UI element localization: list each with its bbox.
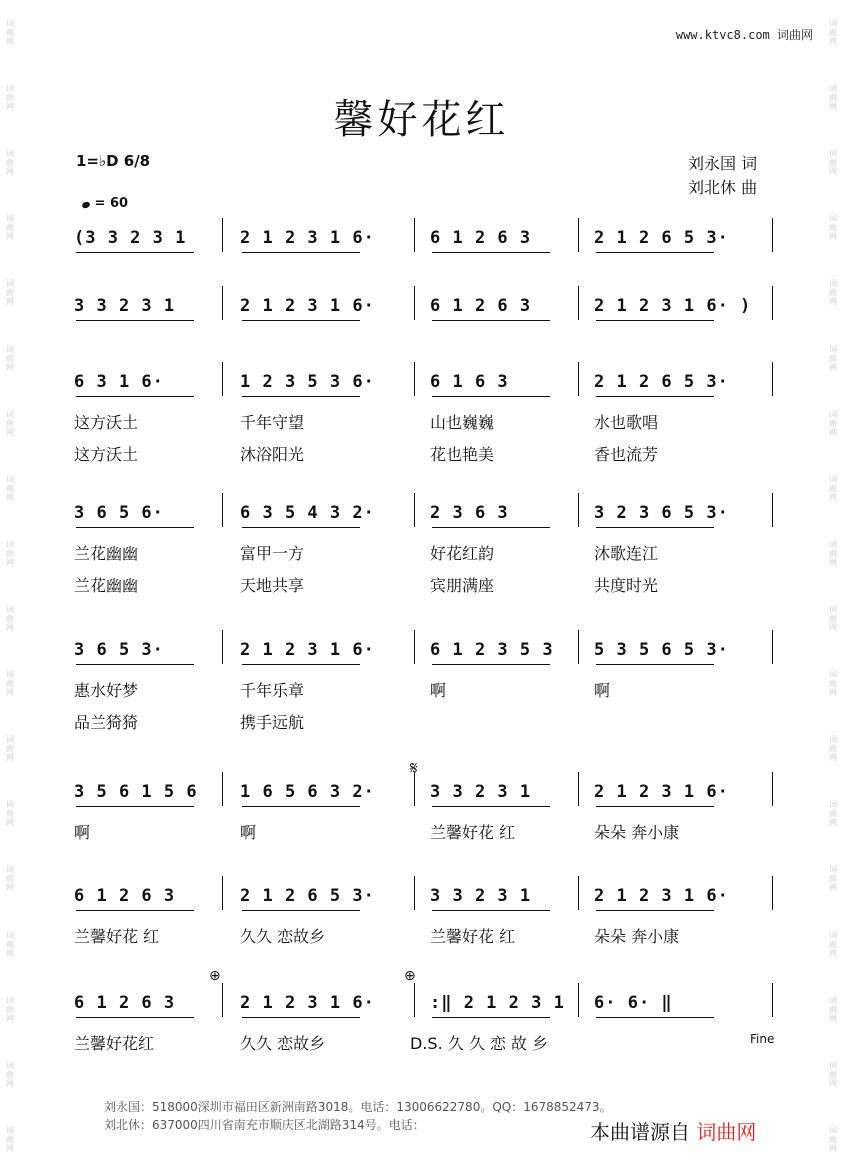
lyric-phrase: 山也巍巍 xyxy=(430,413,495,432)
watermark-char: 曲 xyxy=(829,1004,837,1014)
brand-prefix: 本曲谱源自 xyxy=(590,1120,690,1144)
watermark-char: 网 xyxy=(829,102,837,112)
bar-line xyxy=(414,493,415,527)
watermark-char: 网 xyxy=(6,232,14,242)
watermark-group xyxy=(829,605,837,632)
lyric-phrase: 千年守望 xyxy=(240,413,305,432)
bar-line xyxy=(414,286,415,320)
bar-line xyxy=(222,772,223,806)
beam-line xyxy=(76,320,194,321)
watermark-char: 词 xyxy=(6,279,14,289)
watermark-char: 网 xyxy=(829,37,837,47)
lyric-phrase: 兰花幽幽 xyxy=(74,576,139,595)
watermark-char: 词 xyxy=(829,214,837,224)
watermark-char: 曲 xyxy=(6,1134,14,1144)
measure: 2 1 2 3 1 6· xyxy=(594,782,729,802)
measure: 2 1 2 3 1 6· xyxy=(594,886,729,906)
measure: 2 1 2 6 5 3· xyxy=(240,886,375,906)
measure: 6 1 2 6 3 xyxy=(74,993,176,1013)
measure: 2 3 6 3 xyxy=(430,503,509,523)
beam-line xyxy=(76,252,194,253)
key-signature: 1=♭D 6/8 xyxy=(76,152,151,170)
watermark-char: 曲 xyxy=(6,93,14,103)
watermark-char: 词 xyxy=(829,409,837,419)
measure: 6 1 2 6 3 xyxy=(74,886,176,906)
watermark-group xyxy=(6,475,14,502)
lyric-phrase: 宾朋满座 xyxy=(430,576,495,595)
watermark-char: 词 xyxy=(829,279,837,289)
lyric-phrase: D.S. 久 久 恋 故 乡 xyxy=(410,1034,549,1053)
beam-line xyxy=(242,527,360,528)
beam-line xyxy=(242,806,360,807)
measure: 1 6 5 6 3 2· xyxy=(240,782,375,802)
measure: 2 1 2 3 1 6· xyxy=(240,993,375,1013)
bar-line xyxy=(772,772,773,806)
watermark-char: 曲 xyxy=(829,28,837,38)
segno-marker: 𝄋 xyxy=(410,758,418,779)
beam-line xyxy=(242,252,360,253)
watermark-group xyxy=(6,214,14,241)
lyric-phrase: 久久 恋故乡 xyxy=(240,1034,326,1053)
bar-line xyxy=(578,630,579,664)
lyric-phrase: 这方沃土 xyxy=(74,413,139,432)
watermark-group xyxy=(829,345,837,372)
lyric-phrase: 富甲一方 xyxy=(240,544,305,563)
watermark-char: 词 xyxy=(6,409,14,419)
measure: 6 3 1 6· xyxy=(74,372,164,392)
notes-line xyxy=(74,296,774,322)
watermark-char: 曲 xyxy=(6,353,14,363)
watermark-char: 网 xyxy=(6,167,14,177)
watermark-char: 词 xyxy=(6,539,14,549)
beam-line xyxy=(432,320,550,321)
measure: :‖ 2 1 2 3 1 xyxy=(430,993,565,1013)
measure: 2 1 2 3 1 6· xyxy=(240,296,375,316)
measure: 3 3 2 3 1 xyxy=(74,296,176,316)
watermark-char: 网 xyxy=(829,948,837,958)
beam-line xyxy=(596,1017,714,1018)
watermark-group xyxy=(6,540,14,567)
measure: 3 5 6 1 5 6 xyxy=(74,782,198,802)
watermark-char: 网 xyxy=(829,818,837,828)
lyric-phrase: 兰馨好花红 xyxy=(74,1034,155,1053)
fine-marker: Fine xyxy=(750,1032,775,1046)
beam-line xyxy=(432,527,550,528)
source-brand[interactable] xyxy=(590,1116,756,1145)
watermark-char: 网 xyxy=(6,688,14,698)
bar-line xyxy=(222,630,223,664)
watermark-char: 网 xyxy=(6,297,14,307)
lyric-phrase: 惠水好梦 xyxy=(74,681,139,700)
measure: 6 1 2 6 3 xyxy=(430,228,532,248)
quarter-note-icon xyxy=(81,201,91,209)
lyric-phrase: 水也歌唱 xyxy=(594,413,659,432)
watermark-char: 网 xyxy=(6,818,14,828)
watermark-char: 网 xyxy=(6,102,14,112)
watermark-char: 曲 xyxy=(829,353,837,363)
watermark-char: 词 xyxy=(6,930,14,940)
watermark-char: 网 xyxy=(829,297,837,307)
watermark-char: 网 xyxy=(829,557,837,567)
measure: 6 1 2 3 5 3 xyxy=(430,640,554,660)
watermark-char: 曲 xyxy=(829,744,837,754)
lyric-phrase: 共度时光 xyxy=(594,576,659,595)
watermark-char: 曲 xyxy=(6,1069,14,1079)
watermark-char: 网 xyxy=(829,1078,837,1088)
beam-line xyxy=(76,664,194,665)
beam-line xyxy=(242,396,360,397)
watermark-char: 曲 xyxy=(829,288,837,298)
watermark-char: 曲 xyxy=(829,548,837,558)
watermark-char: 词 xyxy=(6,1125,14,1135)
watermark-group xyxy=(829,931,837,958)
beam-line xyxy=(596,252,714,253)
beam-line xyxy=(432,252,550,253)
watermark-char: 词 xyxy=(6,84,14,94)
beam-line xyxy=(596,320,714,321)
watermark-char: 词 xyxy=(829,84,837,94)
beam-line xyxy=(596,527,714,528)
watermark-char: 曲 xyxy=(6,288,14,298)
watermark-char: 词 xyxy=(829,865,837,875)
watermark-group xyxy=(829,279,837,306)
lyric-phrase: 兰馨好花 红 xyxy=(430,927,516,946)
watermark-char: 词 xyxy=(6,800,14,810)
watermark-char: 曲 xyxy=(6,418,14,428)
notes-line xyxy=(74,228,774,254)
measure: 2 1 2 6 5 3· xyxy=(594,372,729,392)
watermark-char: 曲 xyxy=(6,874,14,884)
beam-line xyxy=(76,396,194,397)
lyric-phrase: 朵朵 奔小康 xyxy=(594,927,680,946)
watermark-char: 词 xyxy=(829,344,837,354)
lyric-phrase: 沐歌连江 xyxy=(594,544,659,563)
watermark-char: 网 xyxy=(6,623,14,633)
watermark-char: 曲 xyxy=(6,679,14,689)
notes-line xyxy=(74,782,774,808)
notes-line xyxy=(74,993,774,1019)
bar-line xyxy=(772,493,773,527)
lyric-phrase: 兰馨好花 红 xyxy=(74,927,160,946)
watermark-char: 网 xyxy=(6,492,14,502)
watermark-char: 词 xyxy=(829,149,837,159)
beam-line xyxy=(596,664,714,665)
measure: 2 1 2 3 1 6· xyxy=(240,640,375,660)
lyric-phrase: 啊 xyxy=(430,681,447,700)
beam-line xyxy=(432,910,550,911)
watermark-char: 词 xyxy=(6,149,14,159)
beam-line xyxy=(596,806,714,807)
watermark-char: 词 xyxy=(829,474,837,484)
brand-name[interactable]: 词曲网 xyxy=(696,1120,757,1144)
beam-line xyxy=(596,910,714,911)
beam-line xyxy=(596,396,714,397)
lyric-phrase: 啊 xyxy=(74,823,91,842)
measure: (3 3 2 3 1 xyxy=(74,228,187,248)
measure: 6 3 5 4 3 2· xyxy=(240,503,375,523)
measure: 1 2 3 5 3 6· xyxy=(240,372,375,392)
watermark-char: 词 xyxy=(6,735,14,745)
watermark-char: 网 xyxy=(6,1143,14,1153)
watermark-char: 网 xyxy=(829,232,837,242)
lyric-phrase: 好花红韵 xyxy=(430,544,495,563)
watermark-char: 曲 xyxy=(829,1069,837,1079)
watermark-char: 词 xyxy=(6,474,14,484)
bar-line xyxy=(772,983,773,1017)
watermark-group xyxy=(6,800,14,827)
watermark-char: 网 xyxy=(829,492,837,502)
lyric-phrase: 天地共享 xyxy=(240,576,305,595)
measure: 6 1 6 3 xyxy=(430,372,509,392)
composer-credit: 刘北休 曲 xyxy=(688,178,758,197)
watermark-char: 网 xyxy=(6,948,14,958)
bar-line xyxy=(414,876,415,910)
bar-line xyxy=(414,630,415,664)
bar-line xyxy=(578,362,579,396)
bar-line xyxy=(772,362,773,396)
watermark-group xyxy=(6,735,14,762)
watermark-group xyxy=(829,1061,837,1088)
bar-line xyxy=(578,772,579,806)
bar-line xyxy=(222,493,223,527)
watermark-group xyxy=(6,279,14,306)
bar-line xyxy=(414,983,415,1017)
watermark-group xyxy=(6,1061,14,1088)
tempo-value: = 60 xyxy=(94,196,129,211)
footer xyxy=(104,1098,612,1134)
watermark-char: 词 xyxy=(829,800,837,810)
bar-line xyxy=(772,286,773,320)
watermark-char: 曲 xyxy=(829,418,837,428)
measure: 6· 6· ‖ xyxy=(594,993,673,1013)
watermark-group xyxy=(6,149,14,176)
measure: 3 3 2 3 1 xyxy=(430,886,532,906)
watermark-char: 网 xyxy=(6,557,14,567)
bar-line xyxy=(222,218,223,252)
watermark-char: 网 xyxy=(829,688,837,698)
watermark-char: 网 xyxy=(6,883,14,893)
footer-line-2: 刘北休：637000四川省南充市顺庆区北湖路314号。电话： xyxy=(104,1118,425,1132)
notes-line xyxy=(74,372,774,398)
lyric-phrase: 兰馨好花 红 xyxy=(430,823,516,842)
site-url[interactable]: www.ktvc8.com 词曲网 xyxy=(675,28,813,42)
bar-line xyxy=(578,493,579,527)
beam-line xyxy=(242,320,360,321)
watermark-char: 曲 xyxy=(6,1004,14,1014)
watermark-char: 曲 xyxy=(829,93,837,103)
credits xyxy=(688,152,757,200)
right-watermark-strip xyxy=(825,0,841,1172)
watermark-char: 曲 xyxy=(829,614,837,624)
beam-line xyxy=(432,1017,550,1018)
watermark-char: 曲 xyxy=(829,679,837,689)
watermark-group xyxy=(6,1126,14,1153)
lyric-phrase: 兰花幽幽 xyxy=(74,544,139,563)
measure: 3 3 2 3 1 xyxy=(430,782,532,802)
measure: 3 6 5 3· xyxy=(74,640,164,660)
bar-line xyxy=(772,630,773,664)
watermark-char: 曲 xyxy=(829,158,837,168)
watermark-char: 曲 xyxy=(829,874,837,884)
lyric-phrase: 久久 恋故乡 xyxy=(240,927,326,946)
measure: 2 1 2 3 1 6· xyxy=(240,228,375,248)
watermark-group xyxy=(829,475,837,502)
bar-line xyxy=(578,286,579,320)
watermark-char: 词 xyxy=(829,539,837,549)
measure: 3 6 5 6· xyxy=(74,503,164,523)
bar-line xyxy=(222,876,223,910)
watermark-char: 网 xyxy=(6,753,14,763)
watermark-group xyxy=(829,996,837,1023)
beam-line xyxy=(432,806,550,807)
watermark-char: 网 xyxy=(829,753,837,763)
watermark-char: 网 xyxy=(829,362,837,372)
footer-line-1: 刘永国：518000深圳市福田区新洲南路3018。电话：13006622780。QQ：1678852473。 xyxy=(104,1100,612,1114)
notes-line xyxy=(74,503,774,529)
bar-line xyxy=(772,876,773,910)
watermark-char: 网 xyxy=(6,427,14,437)
watermark-char: 词 xyxy=(6,214,14,224)
bar-line xyxy=(414,362,415,396)
beam-line xyxy=(76,806,194,807)
watermark-char: 词 xyxy=(829,670,837,680)
watermark-char: 曲 xyxy=(829,483,837,493)
watermark-char: 词 xyxy=(6,1060,14,1070)
watermark-char: 曲 xyxy=(6,614,14,624)
watermark-char: 网 xyxy=(829,427,837,437)
watermark-group xyxy=(6,670,14,697)
lyric-phrase: 品兰猗猗 xyxy=(74,713,139,732)
beam-line xyxy=(242,664,360,665)
watermark-group xyxy=(829,670,837,697)
watermark-char: 曲 xyxy=(829,809,837,819)
watermark-char: 曲 xyxy=(6,28,14,38)
bar-line xyxy=(772,218,773,252)
measure: 2 1 2 6 5 3· xyxy=(594,228,729,248)
watermark-char: 网 xyxy=(6,37,14,47)
watermark-group xyxy=(829,800,837,827)
bar-line xyxy=(222,983,223,1017)
watermark-char: 网 xyxy=(6,1078,14,1088)
watermark-group xyxy=(829,410,837,437)
beam-line xyxy=(76,910,194,911)
coda-marker-1: ⊕ xyxy=(209,968,221,984)
watermark-group xyxy=(829,865,837,892)
lyric-phrase: 啊 xyxy=(594,681,611,700)
watermark-group xyxy=(6,410,14,437)
tempo-marking xyxy=(82,196,128,211)
watermark-char: 词 xyxy=(6,605,14,615)
lyric-phrase: 啊 xyxy=(240,823,257,842)
watermark-char: 词 xyxy=(829,1125,837,1135)
watermark-char: 词 xyxy=(829,19,837,29)
watermark-char: 词 xyxy=(829,930,837,940)
watermark-group xyxy=(829,1126,837,1153)
watermark-char: 曲 xyxy=(829,1134,837,1144)
lyric-phrase: 香也流芳 xyxy=(594,445,659,464)
notes-line xyxy=(74,886,774,912)
watermark-char: 曲 xyxy=(6,483,14,493)
watermark-char: 词 xyxy=(6,344,14,354)
measure: 6 1 2 6 3 xyxy=(430,296,532,316)
watermark-char: 曲 xyxy=(6,548,14,558)
watermark-group xyxy=(6,345,14,372)
watermark-group xyxy=(829,19,837,46)
watermark-group xyxy=(6,931,14,958)
beam-line xyxy=(242,1017,360,1018)
watermark-char: 网 xyxy=(6,362,14,372)
watermark-char: 词 xyxy=(6,19,14,29)
watermark-char: 曲 xyxy=(6,809,14,819)
watermark-char: 词 xyxy=(829,605,837,615)
watermark-char: 词 xyxy=(6,995,14,1005)
bar-line xyxy=(222,362,223,396)
lyric-phrase: 花也艳美 xyxy=(430,445,495,464)
lyric-phrase: 这方沃土 xyxy=(74,445,139,464)
lyricist-credit: 刘永国 词 xyxy=(688,154,758,173)
watermark-group xyxy=(6,19,14,46)
watermark-group xyxy=(6,996,14,1023)
watermark-char: 网 xyxy=(829,623,837,633)
bar-line xyxy=(578,876,579,910)
watermark-char: 词 xyxy=(6,865,14,875)
bar-line xyxy=(414,218,415,252)
bar-line xyxy=(578,983,579,1017)
watermark-char: 词 xyxy=(829,735,837,745)
bar-line xyxy=(578,218,579,252)
watermark-char: 曲 xyxy=(6,158,14,168)
lyric-phrase: 千年乐章 xyxy=(240,681,305,700)
beam-line xyxy=(76,1017,194,1018)
watermark-char: 网 xyxy=(829,167,837,177)
watermark-char: 词 xyxy=(6,670,14,680)
measure: 2 1 2 3 1 6· ) xyxy=(594,296,752,316)
watermark-char: 曲 xyxy=(829,223,837,233)
watermark-group xyxy=(6,605,14,632)
beam-line xyxy=(76,527,194,528)
watermark-char: 曲 xyxy=(829,939,837,949)
watermark-group xyxy=(829,735,837,762)
watermark-char: 网 xyxy=(829,1143,837,1153)
watermark-char: 曲 xyxy=(6,939,14,949)
watermark-char: 曲 xyxy=(6,744,14,754)
lyric-phrase: 朵朵 奔小康 xyxy=(594,823,680,842)
watermark-group xyxy=(6,865,14,892)
watermark-group xyxy=(829,540,837,567)
watermark-char: 网 xyxy=(829,883,837,893)
watermark-char: 曲 xyxy=(6,223,14,233)
song-title: 馨好花红 xyxy=(333,97,510,143)
watermark-char: 网 xyxy=(829,1013,837,1023)
lyric-phrase: 沐浴阳光 xyxy=(240,445,305,464)
beam-line xyxy=(432,396,550,397)
watermark-group xyxy=(829,214,837,241)
watermark-char: 网 xyxy=(6,1013,14,1023)
beam-line xyxy=(432,664,550,665)
bar-line xyxy=(222,286,223,320)
coda-marker-2: ⊕ xyxy=(404,968,416,984)
lyric-phrase: 携手远航 xyxy=(240,713,305,732)
notes-line xyxy=(74,640,774,666)
watermark-char: 词 xyxy=(829,995,837,1005)
watermark-group xyxy=(829,149,837,176)
watermark-char: 词 xyxy=(829,1060,837,1070)
beam-line xyxy=(242,910,360,911)
measure: 5 3 5 6 5 3· xyxy=(594,640,729,660)
left-watermark-strip xyxy=(2,0,18,1172)
measure: 3 2 3 6 5 3· xyxy=(594,503,729,523)
